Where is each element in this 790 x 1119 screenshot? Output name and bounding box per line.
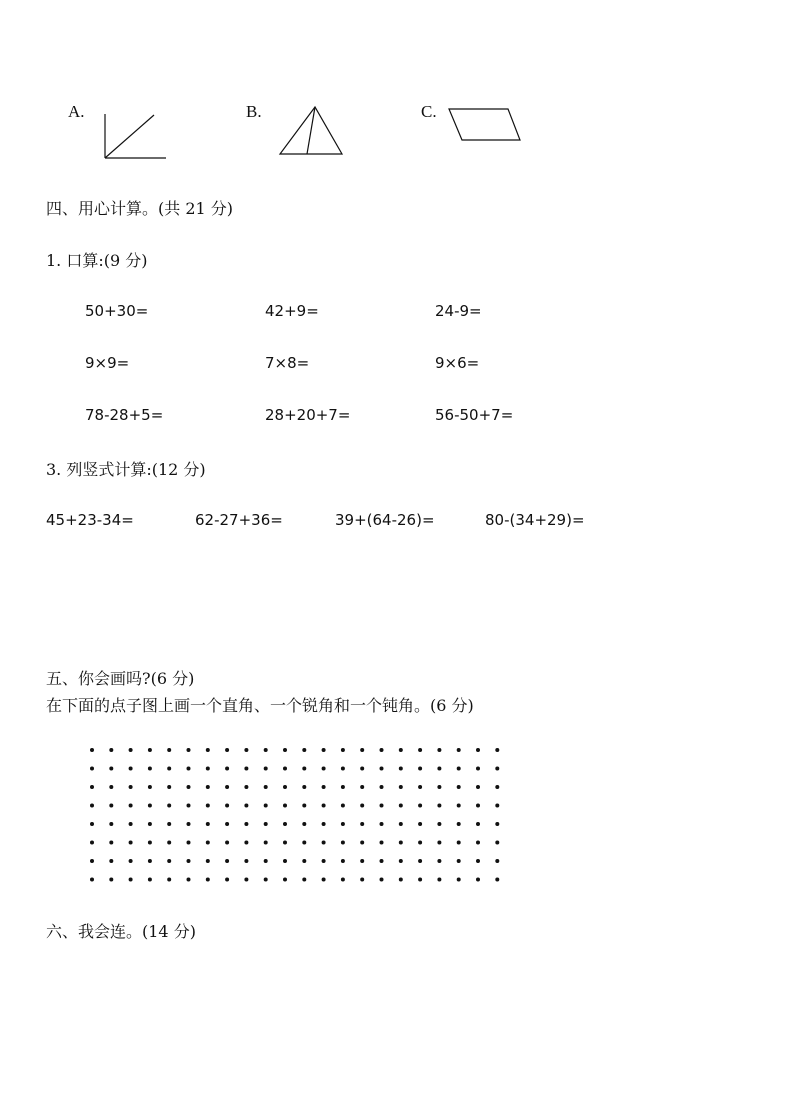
grid-dot xyxy=(476,841,480,845)
grid-dot xyxy=(283,785,287,789)
grid-dot xyxy=(380,785,384,789)
triangle-icon xyxy=(276,104,346,158)
grid-dot xyxy=(495,878,499,882)
grid-dot xyxy=(206,841,210,845)
grid-dot xyxy=(399,785,403,789)
grid-dot xyxy=(148,841,152,845)
oral-calc-item: 9×6= xyxy=(435,354,480,372)
grid-dot xyxy=(380,841,384,845)
grid-dot xyxy=(418,822,422,826)
oral-calc-item: 28+20+7= xyxy=(265,406,351,424)
grid-dot xyxy=(244,767,248,771)
grid-dot xyxy=(187,878,191,882)
dot-grid[interactable] xyxy=(86,744,510,884)
grid-dot xyxy=(302,748,306,752)
grid-dot xyxy=(90,822,94,826)
grid-dot xyxy=(495,767,499,771)
part-1-title: 1. 口算:(9 分) xyxy=(46,251,148,270)
grid-dot xyxy=(457,767,461,771)
grid-dot xyxy=(167,841,171,845)
grid-dot xyxy=(109,859,113,863)
grid-dot xyxy=(457,859,461,863)
grid-dot xyxy=(148,785,152,789)
oral-calc-item: 78-28+5= xyxy=(85,406,164,424)
grid-dot xyxy=(322,785,326,789)
grid-dot xyxy=(283,822,287,826)
grid-dot xyxy=(90,878,94,882)
grid-dot xyxy=(360,748,364,752)
grid-dot xyxy=(129,785,133,789)
grid-dot xyxy=(457,822,461,826)
grid-dot xyxy=(437,767,441,771)
grid-dot xyxy=(476,859,480,863)
grid-dot xyxy=(244,804,248,808)
grid-dot xyxy=(264,767,268,771)
grid-dot xyxy=(225,804,229,808)
grid-dot xyxy=(322,878,326,882)
grid-dot xyxy=(302,878,306,882)
grid-dot xyxy=(322,841,326,845)
grid-dot xyxy=(225,841,229,845)
grid-dot xyxy=(225,822,229,826)
grid-dot xyxy=(244,822,248,826)
grid-dot xyxy=(302,841,306,845)
grid-dot xyxy=(206,804,210,808)
grid-dot xyxy=(322,804,326,808)
part-3-title: 3. 列竖式计算:(12 分) xyxy=(46,460,206,479)
angle-icon xyxy=(100,110,170,162)
grid-dot xyxy=(399,859,403,863)
grid-dot xyxy=(399,878,403,882)
vertical-calc-item: 45+23-34= xyxy=(46,511,134,529)
grid-dot xyxy=(187,841,191,845)
grid-dot xyxy=(225,878,229,882)
grid-dot xyxy=(244,785,248,789)
grid-dot xyxy=(476,804,480,808)
grid-dot xyxy=(360,822,364,826)
grid-dot xyxy=(283,748,287,752)
oral-calc-item: 56-50+7= xyxy=(435,406,514,424)
grid-dot xyxy=(399,767,403,771)
grid-dot xyxy=(90,841,94,845)
grid-dot xyxy=(244,859,248,863)
grid-dot xyxy=(283,859,287,863)
grid-dot xyxy=(109,878,113,882)
option-a-label: A. xyxy=(68,102,85,121)
grid-dot xyxy=(437,804,441,808)
grid-dot xyxy=(418,748,422,752)
grid-dot xyxy=(302,822,306,826)
grid-dot xyxy=(302,767,306,771)
grid-dot xyxy=(90,748,94,752)
section-5-heading: 五、你会画吗?(6 分) xyxy=(46,669,195,688)
grid-dot xyxy=(167,822,171,826)
grid-dot xyxy=(418,878,422,882)
grid-dot xyxy=(399,748,403,752)
grid-dot xyxy=(187,822,191,826)
grid-dot xyxy=(399,804,403,808)
grid-dot xyxy=(495,748,499,752)
grid-dot xyxy=(167,804,171,808)
grid-dot xyxy=(90,859,94,863)
grid-dot xyxy=(418,767,422,771)
parallelogram-icon xyxy=(446,106,526,146)
grid-dot xyxy=(109,841,113,845)
grid-dot xyxy=(129,822,133,826)
oral-calc-item: 24-9= xyxy=(435,302,482,320)
grid-dot xyxy=(90,785,94,789)
grid-dot xyxy=(109,748,113,752)
option-c-label: C. xyxy=(421,102,437,121)
grid-dot xyxy=(187,859,191,863)
grid-dot xyxy=(148,748,152,752)
grid-dot xyxy=(457,878,461,882)
grid-dot xyxy=(187,785,191,789)
grid-dot xyxy=(418,859,422,863)
vertical-calc-item: 80-(34+29)= xyxy=(485,511,585,529)
grid-dot xyxy=(129,748,133,752)
grid-dot xyxy=(129,841,133,845)
grid-dot xyxy=(437,748,441,752)
grid-dot xyxy=(187,767,191,771)
grid-dot xyxy=(109,785,113,789)
grid-dot xyxy=(360,878,364,882)
grid-dot xyxy=(109,822,113,826)
grid-dot xyxy=(418,841,422,845)
oral-calc-item: 9×9= xyxy=(85,354,130,372)
grid-dot xyxy=(457,785,461,789)
oral-calc-item: 7×8= xyxy=(265,354,310,372)
grid-dot xyxy=(360,767,364,771)
grid-dot xyxy=(476,785,480,789)
grid-dot xyxy=(206,878,210,882)
grid-dot xyxy=(341,841,345,845)
grid-dot xyxy=(399,841,403,845)
grid-dot xyxy=(129,804,133,808)
grid-dot xyxy=(418,785,422,789)
grid-dot xyxy=(399,822,403,826)
vertical-calc-item: 39+(64-26)= xyxy=(335,511,435,529)
grid-dot xyxy=(283,878,287,882)
grid-dot xyxy=(187,804,191,808)
grid-dot xyxy=(341,767,345,771)
grid-dot xyxy=(264,748,268,752)
grid-dot xyxy=(437,878,441,882)
grid-dot xyxy=(206,748,210,752)
grid-dot xyxy=(264,822,268,826)
section-5-instruction: 在下面的点子图上画一个直角、一个锐角和一个钝角。(6 分) xyxy=(46,696,474,715)
grid-dot xyxy=(322,767,326,771)
grid-dot xyxy=(225,859,229,863)
grid-dot xyxy=(322,859,326,863)
grid-dot xyxy=(360,859,364,863)
grid-dot xyxy=(457,748,461,752)
grid-dot xyxy=(476,822,480,826)
grid-dot xyxy=(341,878,345,882)
grid-dot xyxy=(341,804,345,808)
grid-dot xyxy=(457,841,461,845)
grid-dot xyxy=(283,767,287,771)
grid-dot xyxy=(476,748,480,752)
oral-calc-item: 42+9= xyxy=(265,302,319,320)
grid-dot xyxy=(225,748,229,752)
grid-dot xyxy=(380,767,384,771)
grid-dot xyxy=(380,859,384,863)
grid-dot xyxy=(129,767,133,771)
grid-dot xyxy=(206,822,210,826)
grid-dot xyxy=(109,767,113,771)
grid-dot xyxy=(167,859,171,863)
grid-dot xyxy=(90,767,94,771)
grid-dot xyxy=(129,859,133,863)
grid-dot xyxy=(206,785,210,789)
grid-dot xyxy=(380,804,384,808)
grid-dot xyxy=(283,841,287,845)
grid-dot xyxy=(264,841,268,845)
grid-dot xyxy=(476,767,480,771)
grid-dot xyxy=(495,841,499,845)
grid-dot xyxy=(129,878,133,882)
grid-dot xyxy=(206,859,210,863)
grid-dot xyxy=(167,748,171,752)
grid-dot xyxy=(225,767,229,771)
grid-dot xyxy=(380,748,384,752)
grid-dot xyxy=(457,804,461,808)
vertical-calc-item: 62-27+36= xyxy=(195,511,283,529)
grid-dot xyxy=(360,841,364,845)
grid-dot xyxy=(322,822,326,826)
grid-dot xyxy=(244,748,248,752)
option-b-label: B. xyxy=(246,102,262,121)
grid-dot xyxy=(437,785,441,789)
grid-dot xyxy=(476,878,480,882)
grid-dot xyxy=(437,841,441,845)
grid-dot xyxy=(264,859,268,863)
grid-dot xyxy=(437,859,441,863)
grid-dot xyxy=(148,804,152,808)
section-4-heading: 四、用心计算。(共 21 分) xyxy=(46,199,234,218)
grid-dot xyxy=(341,822,345,826)
grid-dot xyxy=(360,804,364,808)
grid-dot xyxy=(495,859,499,863)
grid-dot xyxy=(437,822,441,826)
grid-dot xyxy=(341,748,345,752)
grid-dot xyxy=(167,878,171,882)
grid-dot xyxy=(206,767,210,771)
grid-dot xyxy=(148,859,152,863)
grid-dot xyxy=(380,822,384,826)
grid-dot xyxy=(244,841,248,845)
grid-dot xyxy=(360,785,364,789)
grid-dot xyxy=(380,878,384,882)
grid-dot xyxy=(148,822,152,826)
grid-dot xyxy=(244,878,248,882)
grid-dot xyxy=(322,748,326,752)
grid-dot xyxy=(148,878,152,882)
oral-calc-item: 50+30= xyxy=(85,302,149,320)
grid-dot xyxy=(341,785,345,789)
grid-dot xyxy=(109,804,113,808)
grid-dot xyxy=(264,785,268,789)
grid-dot xyxy=(341,859,345,863)
grid-dot xyxy=(495,804,499,808)
grid-dot xyxy=(167,785,171,789)
grid-dot xyxy=(90,804,94,808)
grid-dot xyxy=(302,859,306,863)
grid-dot xyxy=(167,767,171,771)
section-6-heading: 六、我会连。(14 分) xyxy=(46,922,196,941)
grid-dot xyxy=(148,767,152,771)
grid-dot xyxy=(187,748,191,752)
grid-dot xyxy=(225,785,229,789)
grid-dot xyxy=(418,804,422,808)
grid-dot xyxy=(283,804,287,808)
grid-dot xyxy=(264,804,268,808)
grid-dot xyxy=(495,785,499,789)
grid-dot xyxy=(264,878,268,882)
grid-dot xyxy=(302,785,306,789)
grid-dot xyxy=(495,822,499,826)
grid-dot xyxy=(302,804,306,808)
